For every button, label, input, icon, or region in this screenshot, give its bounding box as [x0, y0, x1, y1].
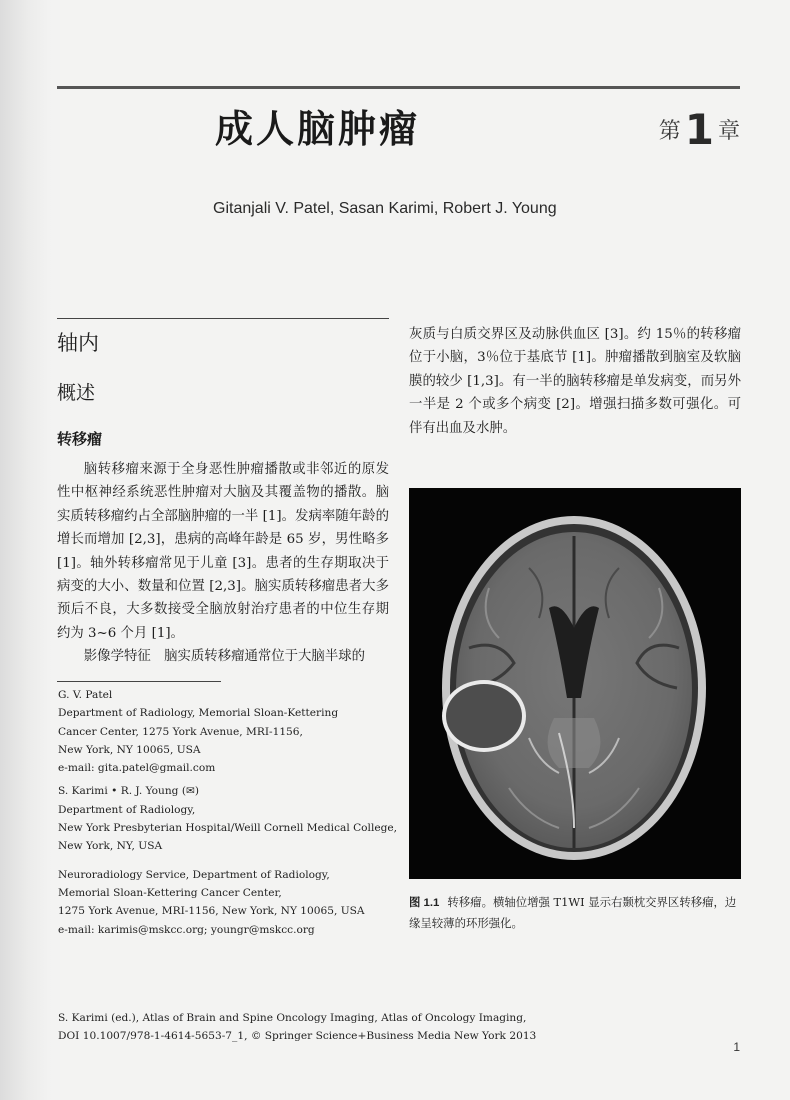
affiliation-block [58, 686, 388, 777]
figure-caption-text: 转移瘤。横轴位增强 T1WI 显示右颞枕交界区转移瘤，边缘呈较薄的环形强化。 [409, 895, 737, 930]
body-text-right [409, 323, 741, 440]
chapter-prefix: 第 [658, 119, 681, 144]
affiliation-block [58, 782, 398, 855]
affiliation-line: S. Karimi • R. J. Young (✉) [58, 785, 199, 798]
figure-caption [409, 892, 741, 933]
brain-mri-image [409, 488, 741, 879]
affiliation-line: Department of Radiology, [58, 803, 196, 816]
subsection-heading: 概述 [57, 382, 96, 404]
body-paragraph: 脑转移瘤来源于全身恶性肿瘤播散或非邻近的原发性中枢神经系统恶性肿瘤对大脑及其覆盖物的播散。脑实质转移瘤约占全部脑肿瘤的一半 [1]。发病率随年龄的增长而增加 [2,3]，患病的高峰年龄是 65 岁，男性略多 [1]。轴外转移瘤常见于儿童 [3]。患者的生存期取决于病变的大小、数量和位置 [2,3]。脑实质转移瘤患者大多预后不良，大多数接受全脑放射治疗患者的中位生存期约为 3~6 个月 [1]。 [57, 462, 389, 641]
source-citation [58, 1009, 718, 1045]
page-binding-shadow [0, 0, 52, 1100]
section-heading: 轴内 [57, 331, 99, 355]
affiliation-line: 1275 York Avenue, MRI-1156, New York, NY 10065, USA [58, 905, 365, 918]
affiliation-block [58, 866, 388, 939]
section-rule [57, 318, 389, 319]
figure-label: 图 1.1 [409, 897, 440, 909]
affiliation-line: Cancer Center, 1275 York Avenue, MRI-1156, [58, 725, 303, 738]
chapter-number-digit: 1 [684, 105, 714, 154]
header-rule [57, 86, 740, 89]
affiliation-email: e-mail: karimis@mskcc.org; youngr@mskcc.org [58, 923, 315, 936]
affiliation-email: e-mail: gita.patel@gmail.com [58, 762, 216, 775]
chapter-title: 成人脑肿瘤 [215, 107, 421, 151]
affiliation-line: G. V. Patel [58, 689, 113, 701]
affiliation-line: Memorial Sloan-Kettering Cancer Center, [58, 886, 282, 899]
affiliation-line: Neuroradiology Service, Department of Radiology, [58, 868, 330, 881]
chapter-number [659, 105, 740, 154]
body-paragraph: 影像学特征 脑实质转移瘤通常位于大脑半球的 [83, 649, 365, 665]
affiliation-line: Department of Radiology, Memorial Sloan-Kettering [58, 707, 339, 720]
affiliation-line: New York Presbyterian Hospital/Weill Cornell Medical College, [58, 822, 398, 835]
body-text-left [57, 458, 389, 669]
page-number: 1 [733, 1040, 740, 1054]
footnote-rule [57, 681, 221, 682]
body-paragraph: 灰质与白质交界区及动脉供血区 [3]。约 15％的转移瘤位于小脑，3％位于基底节 [1]。肿瘤播散到脑室及软脑膜的较少 [1,3]。有一半的脑转移瘤是单发病变，而另外一半是 2 个或多个病变 [2]。增强扫描多数可强化。可伴有出血及水肿。 [409, 327, 741, 436]
affiliation-line: New York, NY 10065, USA [58, 743, 201, 756]
author-list: Gitanjali V. Patel, Sasan Karimi, Robert J. Young [213, 200, 557, 217]
author-affiliations [58, 686, 398, 944]
mri-figure [409, 488, 741, 879]
citation-line: DOI 10.1007/978-1-4614-5653-7_1, © Springer Science+Business Media New York 2013 [58, 1030, 537, 1042]
affiliation-line: New York, NY, USA [58, 840, 163, 853]
chapter-suffix: 章 [717, 119, 740, 144]
citation-line: S. Karimi (ed.), Atlas of Brain and Spine Oncology Imaging, Atlas of Oncology Imaging, [58, 1012, 527, 1024]
topic-heading: 转移瘤 [57, 430, 103, 448]
